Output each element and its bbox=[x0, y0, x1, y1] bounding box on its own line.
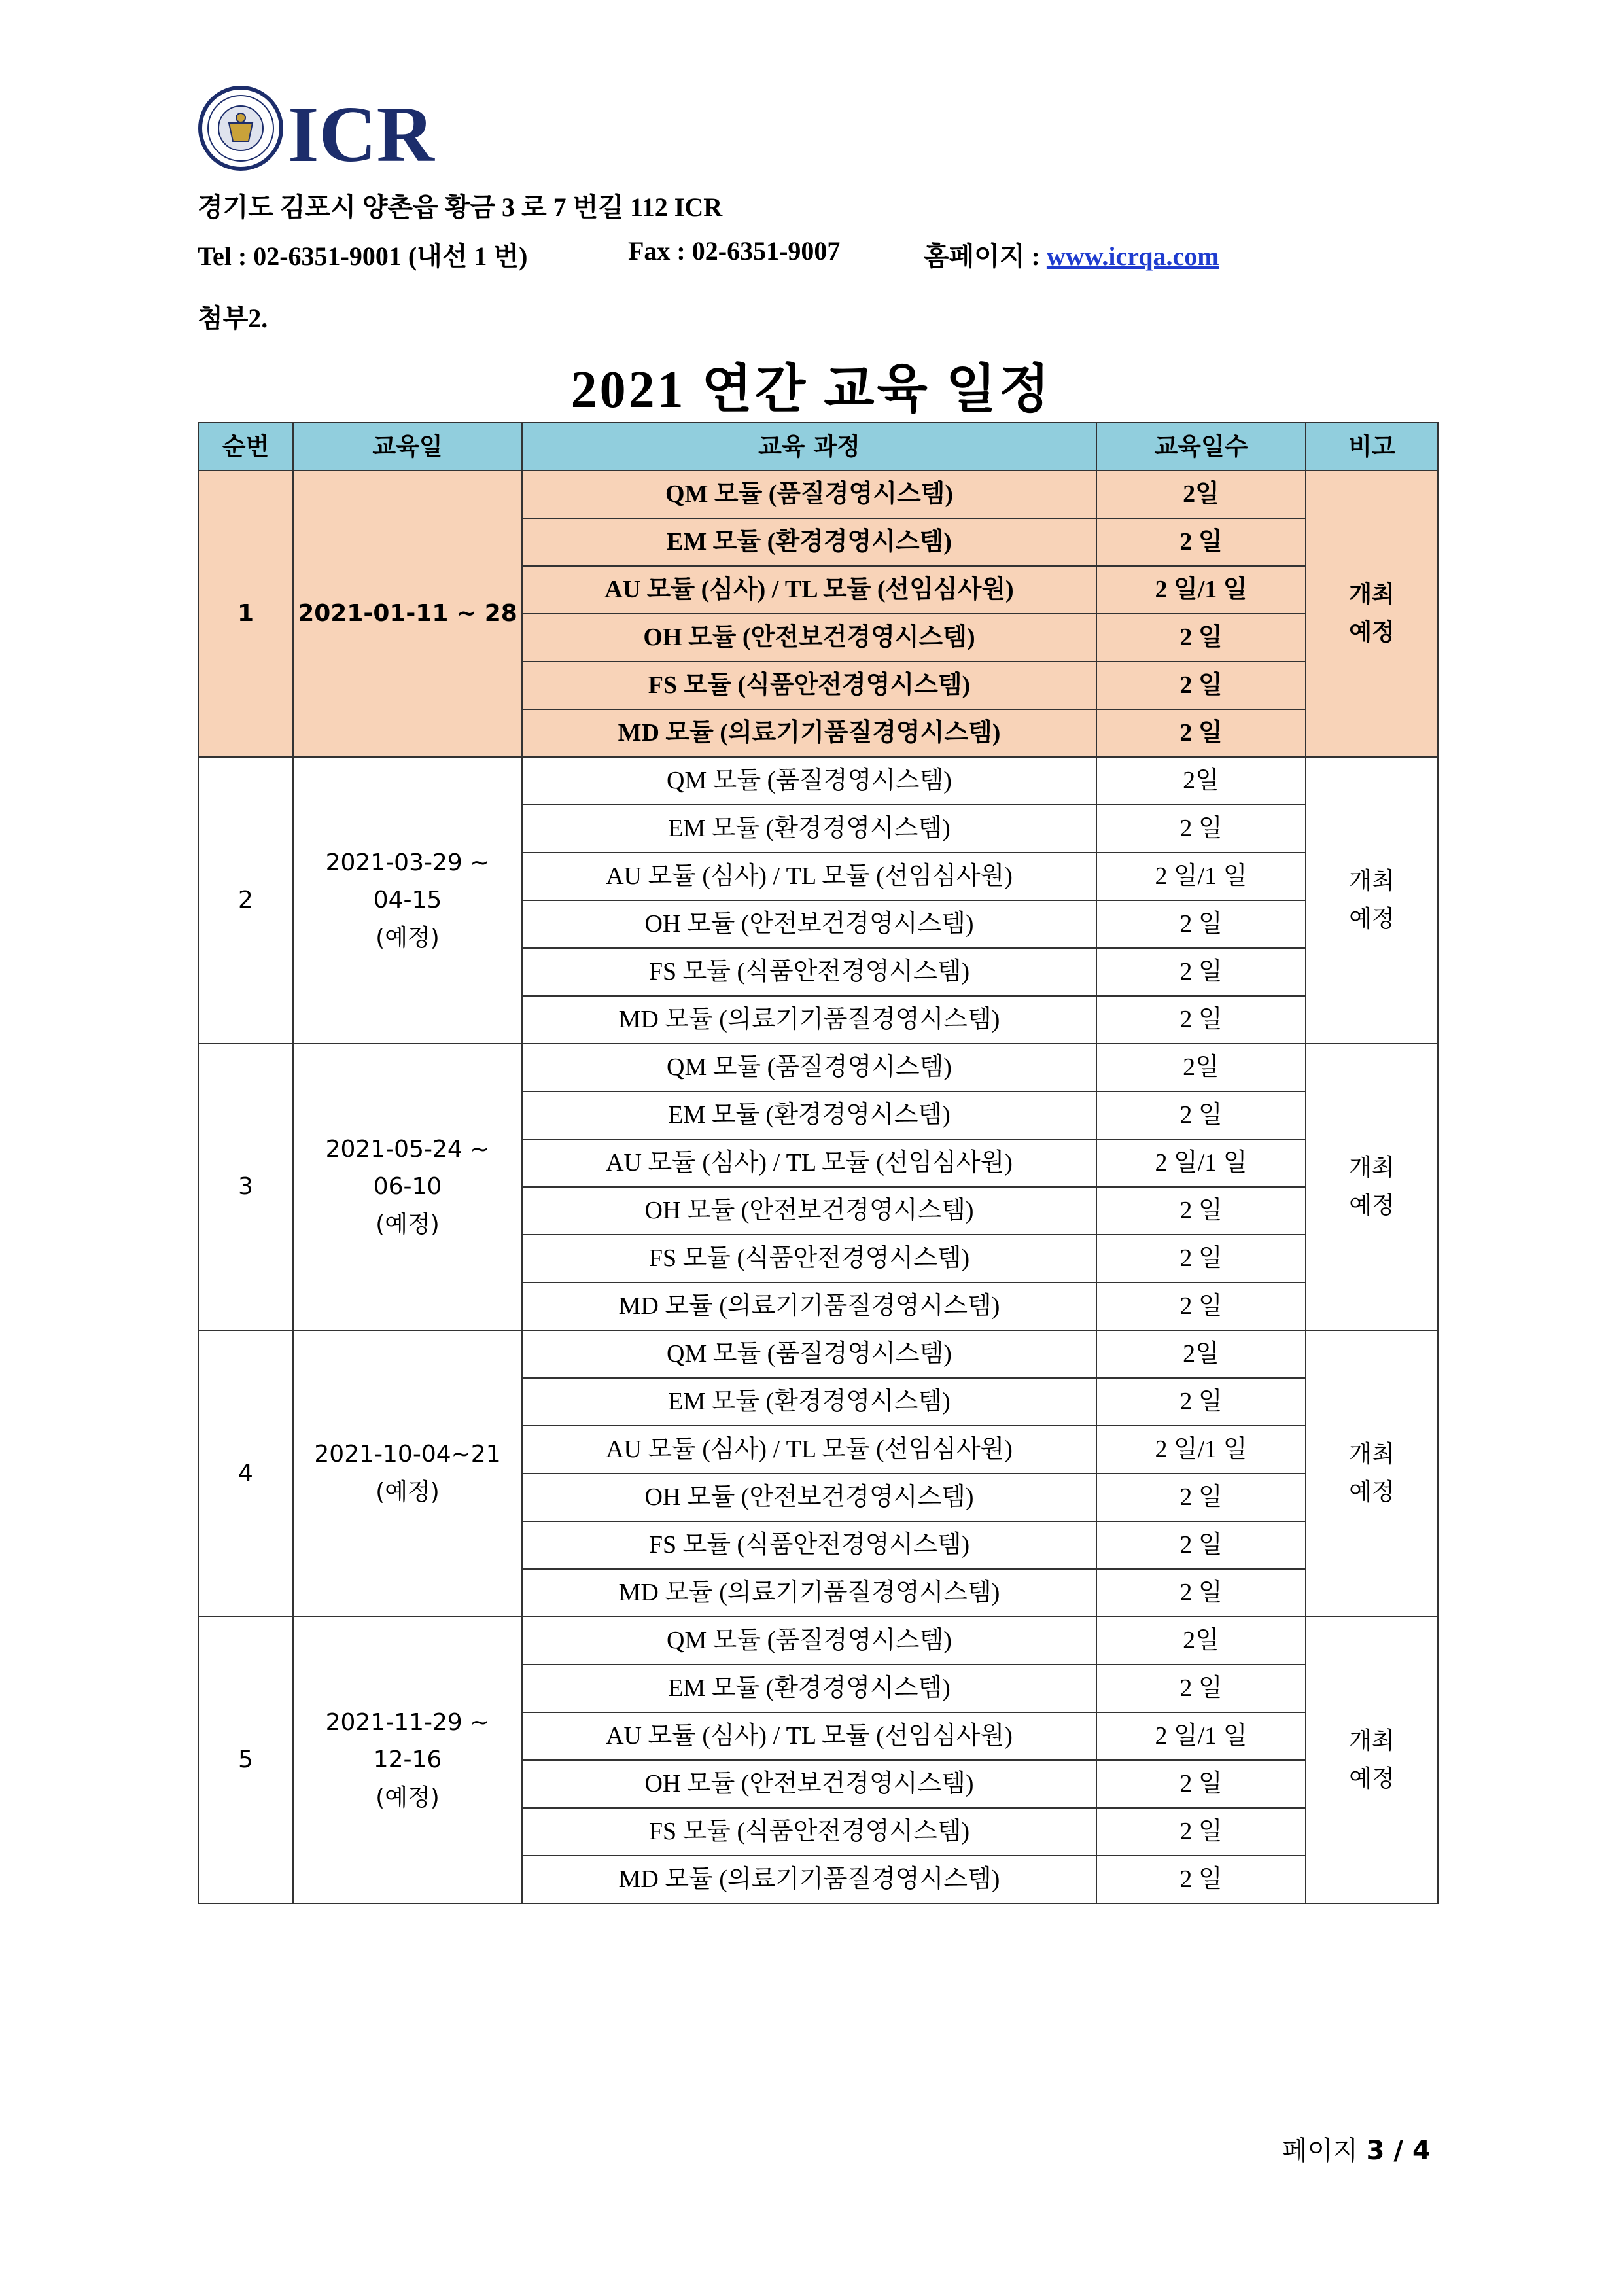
course-name: AU 모듈 (심사) / TL 모듈 (선임심사원) bbox=[522, 853, 1096, 900]
header-note: 비고 bbox=[1306, 423, 1438, 470]
course-name: FS 모듈 (식품안전경영시스템) bbox=[522, 948, 1096, 996]
page-current: 3 bbox=[1366, 2136, 1385, 2166]
training-date-line: 06-10 bbox=[373, 1173, 442, 1201]
course-name: AU 모듈 (심사) / TL 모듈 (선임심사원) bbox=[522, 566, 1096, 614]
course-days: 2 일/1 일 bbox=[1096, 1712, 1306, 1760]
course-name: QM 모듈 (품질경영시스템) bbox=[522, 1330, 1096, 1378]
course-name: MD 모듈 (의료기기품질경영시스템) bbox=[522, 1856, 1096, 1903]
course-name: EM 모듈 (환경경영시스템) bbox=[522, 518, 1096, 566]
training-date-line: (예정) bbox=[375, 1784, 440, 1811]
course-days: 2 일/1 일 bbox=[1096, 853, 1306, 900]
course-name: EM 모듈 (환경경영시스템) bbox=[522, 805, 1096, 853]
header-date: 교육일 bbox=[293, 423, 522, 470]
page-total: 4 bbox=[1412, 2136, 1431, 2166]
training-date bbox=[293, 1044, 522, 1330]
page-title: 2021 연간 교육 일정 bbox=[570, 361, 1053, 419]
homepage-link[interactable]: www.icrqa.com bbox=[1046, 241, 1219, 271]
homepage-label: 홈페이지 : bbox=[924, 241, 1047, 271]
course-days: 2 일 bbox=[1096, 1282, 1306, 1330]
course-name: OH 모듈 (안전보건경영시스템) bbox=[522, 1187, 1096, 1235]
course-name: MD 모듈 (의료기기품질경영시스템) bbox=[522, 1282, 1096, 1330]
remarks-line: 예정 bbox=[1349, 906, 1395, 932]
course-name: FS 모듈 (식품안전경영시스템) bbox=[522, 1235, 1096, 1282]
training-date bbox=[293, 757, 522, 1044]
page-number bbox=[1282, 2130, 1431, 2167]
training-date-line: 2021-10-04~21 bbox=[314, 1441, 501, 1468]
training-date bbox=[293, 1617, 522, 1903]
fax-number: Fax : 02-6351-9007 bbox=[628, 236, 841, 266]
course-days: 2 일 bbox=[1096, 1856, 1306, 1903]
training-date-line: 2021-01-11 ~ 28 bbox=[298, 600, 517, 627]
course-name: AU 모듈 (심사) / TL 모듈 (선임심사원) bbox=[522, 1426, 1096, 1474]
course-days: 2 일 bbox=[1096, 1378, 1306, 1426]
training-date-line: 12-16 bbox=[373, 1746, 442, 1774]
table-row bbox=[198, 1044, 1438, 1091]
homepage bbox=[924, 236, 1219, 273]
remarks-line: 예정 bbox=[1349, 1192, 1395, 1219]
course-days: 2 일 bbox=[1096, 662, 1306, 709]
training-date-line: 2021-11-29 ~ bbox=[325, 1708, 490, 1736]
schedule-table bbox=[198, 422, 1439, 1904]
course-days: 2일 bbox=[1096, 1044, 1306, 1091]
course-days: 2일 bbox=[1096, 1617, 1306, 1665]
header-days: 교육일수 bbox=[1096, 423, 1306, 470]
logo-wordmark: ICR bbox=[288, 90, 434, 175]
course-days: 2 일/1 일 bbox=[1096, 1139, 1306, 1187]
course-days: 2 일 bbox=[1096, 948, 1306, 996]
course-name: EM 모듈 (환경경영시스템) bbox=[522, 1091, 1096, 1139]
schedule-body bbox=[198, 470, 1438, 1903]
tel-number: Tel : 02-6351-9001 (내선 1 번) bbox=[198, 241, 528, 271]
course-days: 2 일 bbox=[1096, 709, 1306, 757]
course-name: EM 모듈 (환경경영시스템) bbox=[522, 1665, 1096, 1712]
course-days: 2 일 bbox=[1096, 900, 1306, 948]
course-days: 2 일 bbox=[1096, 1760, 1306, 1808]
training-date-line: 2021-03-29 ~ bbox=[325, 849, 490, 876]
course-days: 2 일 bbox=[1096, 1569, 1306, 1617]
course-name: FS 모듈 (식품안전경영시스템) bbox=[522, 1808, 1096, 1856]
icr-logo-graphic bbox=[196, 84, 471, 175]
remarks-line: 개최 bbox=[1349, 1154, 1395, 1182]
course-days: 2 일/1 일 bbox=[1096, 566, 1306, 614]
training-date bbox=[293, 470, 522, 757]
course-name: QM 모듈 (품질경영시스템) bbox=[522, 757, 1096, 805]
remarks-line: 예정 bbox=[1349, 1479, 1395, 1506]
page-separator: / bbox=[1384, 2136, 1412, 2166]
remarks-line: 개최 bbox=[1349, 1727, 1395, 1755]
training-date-line: (예정) bbox=[375, 1210, 440, 1238]
course-days: 2일 bbox=[1096, 1330, 1306, 1378]
course-days: 2 일 bbox=[1096, 1521, 1306, 1569]
table-header-row bbox=[198, 423, 1438, 470]
training-date-line: 04-15 bbox=[373, 887, 442, 914]
training-date-line: (예정) bbox=[375, 924, 440, 951]
course-name: OH 모듈 (안전보건경영시스템) bbox=[522, 1474, 1096, 1521]
course-name: FS 모듈 (식품안전경영시스템) bbox=[522, 662, 1096, 709]
remarks bbox=[1306, 757, 1438, 1044]
remarks bbox=[1306, 1617, 1438, 1903]
row-number: 5 bbox=[198, 1617, 293, 1903]
course-name: OH 모듈 (안전보건경영시스템) bbox=[522, 1760, 1096, 1808]
table-row bbox=[198, 757, 1438, 805]
course-days: 2 일 bbox=[1096, 805, 1306, 853]
course-days: 2 일/1 일 bbox=[1096, 1426, 1306, 1474]
course-days: 2 일 bbox=[1096, 1474, 1306, 1521]
course-name: AU 모듈 (심사) / TL 모듈 (선임심사원) bbox=[522, 1712, 1096, 1760]
course-name: QM 모듈 (품질경영시스템) bbox=[522, 470, 1096, 518]
remarks-line: 예정 bbox=[1349, 1765, 1395, 1792]
page-label: 페이지 bbox=[1282, 2136, 1367, 2166]
course-days: 2일 bbox=[1096, 757, 1306, 805]
course-name: MD 모듈 (의료기기품질경영시스템) bbox=[522, 996, 1096, 1044]
course-days: 2일 bbox=[1096, 470, 1306, 518]
course-days: 2 일 bbox=[1096, 1665, 1306, 1712]
table-row bbox=[198, 470, 1438, 518]
course-name: FS 모듈 (식품안전경영시스템) bbox=[522, 1521, 1096, 1569]
course-days: 2 일 bbox=[1096, 518, 1306, 566]
course-name: OH 모듈 (안전보건경영시스템) bbox=[522, 900, 1096, 948]
course-name: QM 모듈 (품질경영시스템) bbox=[522, 1044, 1096, 1091]
table-row bbox=[198, 1617, 1438, 1665]
remarks-line: 개최 bbox=[1349, 868, 1395, 895]
remarks bbox=[1306, 1044, 1438, 1330]
attachment-label: 첨부2. bbox=[198, 304, 268, 333]
header-course: 교육 과정 bbox=[522, 423, 1096, 470]
course-name: OH 모듈 (안전보건경영시스템) bbox=[522, 614, 1096, 662]
remarks-line: 개최 bbox=[1349, 581, 1395, 609]
course-name: MD 모듈 (의료기기품질경영시스템) bbox=[522, 1569, 1096, 1617]
course-days: 2 일 bbox=[1096, 1091, 1306, 1139]
remarks-line: 예정 bbox=[1349, 619, 1395, 646]
course-days: 2 일 bbox=[1096, 1808, 1306, 1856]
training-date-line: (예정) bbox=[375, 1479, 440, 1506]
course-name: QM 모듈 (품질경영시스템) bbox=[522, 1617, 1096, 1665]
row-number: 2 bbox=[198, 757, 293, 1044]
remarks bbox=[1306, 470, 1438, 757]
course-days: 2 일 bbox=[1096, 1187, 1306, 1235]
table-row bbox=[198, 1330, 1438, 1378]
course-days: 2 일 bbox=[1096, 996, 1306, 1044]
remarks bbox=[1306, 1330, 1438, 1617]
row-number: 3 bbox=[198, 1044, 293, 1330]
course-days: 2 일 bbox=[1096, 1235, 1306, 1282]
icr-logo bbox=[196, 84, 471, 175]
course-days: 2 일 bbox=[1096, 614, 1306, 662]
training-date bbox=[293, 1330, 522, 1617]
row-number: 1 bbox=[198, 470, 293, 757]
training-date-line: 2021-05-24 ~ bbox=[325, 1135, 490, 1163]
company-address: 경기도 김포시 양촌읍 황금 3 로 7 번길 112 ICR bbox=[198, 192, 723, 222]
course-name: EM 모듈 (환경경영시스템) bbox=[522, 1378, 1096, 1426]
header-no: 순번 bbox=[198, 423, 293, 470]
course-name: AU 모듈 (심사) / TL 모듈 (선임심사원) bbox=[522, 1139, 1096, 1187]
course-name: MD 모듈 (의료기기품질경영시스템) bbox=[522, 709, 1096, 757]
row-number: 4 bbox=[198, 1330, 293, 1617]
remarks-line: 개최 bbox=[1349, 1441, 1395, 1468]
